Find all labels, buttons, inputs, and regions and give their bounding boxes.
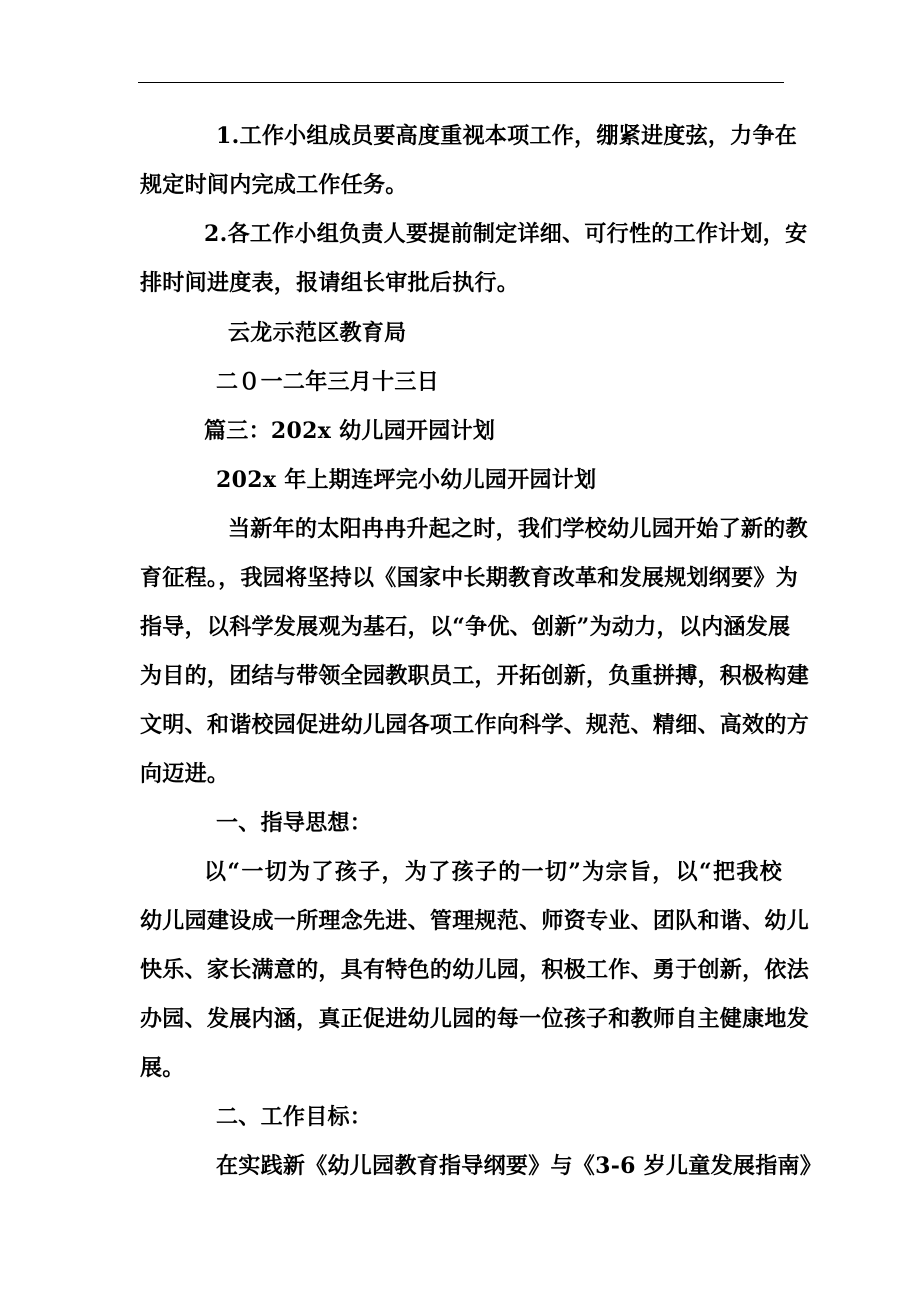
heading-work-goals: 二、工作目标： [216,1104,373,1130]
signature-date: 二０一二年三月十三日 [216,369,440,395]
ideology-line-3: 快乐、家长满意的，具有特色的幼儿园，积极工作、勇于创新，依法 [140,957,810,983]
item-2-line-2: 排时间进度表，报请组长审批后执行。 [140,270,520,296]
section-title: 篇三：202x 幼儿园开园计划 [204,418,496,444]
goals-line-1: 在实践新《幼儿园教育指导纲要》与《3-6 岁儿童发展指南》 [216,1153,823,1179]
ideology-line-2: 幼儿园建设成一所理念先进、管理规范、师资专业、团队和谐、幼儿 [140,908,810,934]
intro-line-3: 指导，以科学发展观为基石，以“争优、创新”为动力，以内涵发展 [140,614,791,640]
intro-line-6: 向迈进。 [140,761,230,787]
heading-guiding-ideology: 一、指导思想： [216,810,373,836]
header-rule [138,82,784,83]
item-1-line-2: 规定时间内完成工作任务。 [140,172,408,198]
intro-line-4: 为目的，团结与带领全园教职员工，开拓创新，负重拼搏，积极构建 [140,663,810,689]
intro-line-1: 当新年的太阳冉冉升起之时，我们学校幼儿园开始了新的教 [228,516,808,542]
item-1-line-1: 1.工作小组成员要高度重视本项工作，绷紧进度弦，力争在 [216,123,798,149]
item-2-line-1: 2.各工作小组负责人要提前制定详细、可行性的工作计划，安 [204,221,808,247]
ideology-line-5: 展。 [140,1055,185,1081]
plan-title: 202x 年上期连坪完小幼儿园开园计划 [216,467,597,493]
ideology-line-4: 办园、发展内涵，真正促进幼儿园的每一位孩子和教师自主健康地发 [140,1006,810,1032]
signature-organization: 云龙示范区教育局 [228,320,407,346]
ideology-line-1: 以“一切为了孩子，为了孩子的一切”为宗旨，以“把我校 [204,859,782,885]
intro-line-2: 育征程。，我园将坚持以《国家中长期教育改革和发展规划纲要》为 [140,565,799,591]
intro-line-5: 文明、和谐校园促进幼儿园各项工作向科学、规范、精细、高效的方 [140,712,810,738]
